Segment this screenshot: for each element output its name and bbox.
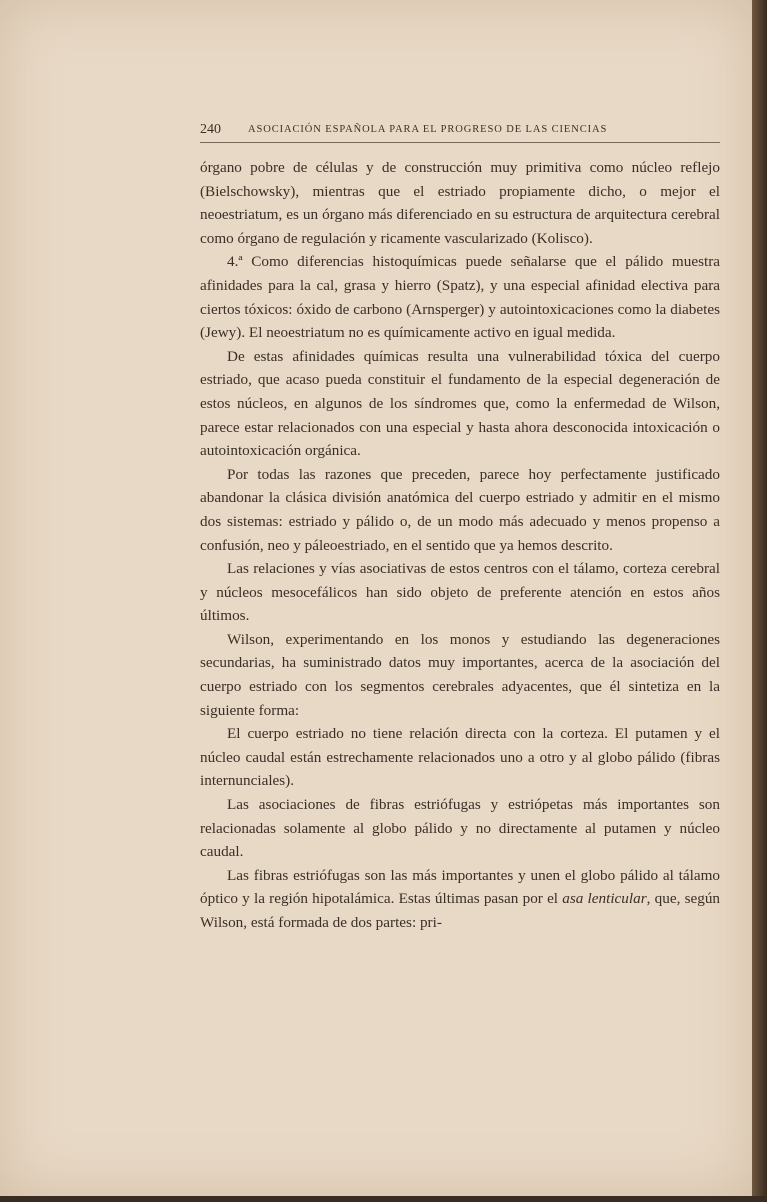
paragraph: El cuerpo estriado no tiene relación directa con la corteza. El putamen y el núcleo caudal están estrechamente relacionados uno a otro y al globo pálido (fibras internunciales). [200,725,720,790]
page-header [200,120,720,143]
paragraph: Las asociaciones de fibras estriófugas y estriópetas más importantes son relacionadas solamente al globo pálido y no directamente al putamen y núcleo caudal. [200,796,720,861]
page-edge [752,0,767,1202]
paragraph: De estas afinidades químicas resulta una vulnerabilidad tóxica del cuerpo estriado, que acaso pueda constituir el fundamento de la especial degeneración de estos núcleos, en algunos de los síndromes que, como la enfermedad de Wilson, parece estar relacionados con una especial y hasta ahora desconocida intoxicación o autointoxicación orgánica. [200,347,720,460]
paragraph: órgano pobre de células y de construcción muy primitiva como núcleo reflejo (Bielschowsky), mientras que el estriado propiamente dicho, o mejor el neoestriatum, es un órgano más diferenciado en su estructura de arquitectura cerebral como órgano de regulación y ricamente vascularizado (Kolisco). [200,159,720,247]
page-bottom-edge [0,1196,767,1202]
paragraph-text: , que, según Wilson, está formada de dos partes: pri- [200,890,721,931]
italic-term: asa lenticular [562,890,647,908]
page-number: 240 [200,122,221,137]
paragraph: Wilson, experimentando en los monos y estudiando las degeneraciones secundarias, ha suministrado datos muy importantes, acerca de la asociación del cuerpo estriado con los segmentos cerebrales adyacentes, que él sintetiza en la siguiente forma: [200,630,720,719]
body-text [200,156,720,935]
running-title: ASOCIACIÓN ESPAÑOLA PARA EL PROGRESO DE LAS CIENCIAS [248,124,608,135]
paragraph: Las relaciones y vías asociativas de estos centros con el tálamo, corteza cerebral y núcleos mesocefálicos han sido objeto de preferente atención en estos años últimos. [200,560,720,625]
paragraph: Por todas las razones que preceden, parece hoy perfectamente justificado abandonar la clásica división anatómica del cuerpo estriado y admitir en el mismo dos sistemas: estriado y pálido o, de un modo más adecuado y menos propenso a confusión, neo y páleoestriado, en el sentido que ya hemos descrito. [200,465,720,554]
paragraph: 4.ª Como diferencias histoquímicas puede señalarse que el pálido muestra afinidades para la cal, grasa y hierro (Spatz), y una especial afinidad electiva para ciertos tóxicos: óxido de carbono (Arnsperger) y autointoxicaciones como la diabetes (Jewy). El neoestriatum no es químicamente activo en igual medida. [200,253,720,342]
paragraph [200,864,720,935]
paragraph-text: Las fibras estriófugas son las más importantes y unen el globo pálido al tálamo óptico y la región hipotalámica. Estas últimas pasan por el [200,866,720,908]
